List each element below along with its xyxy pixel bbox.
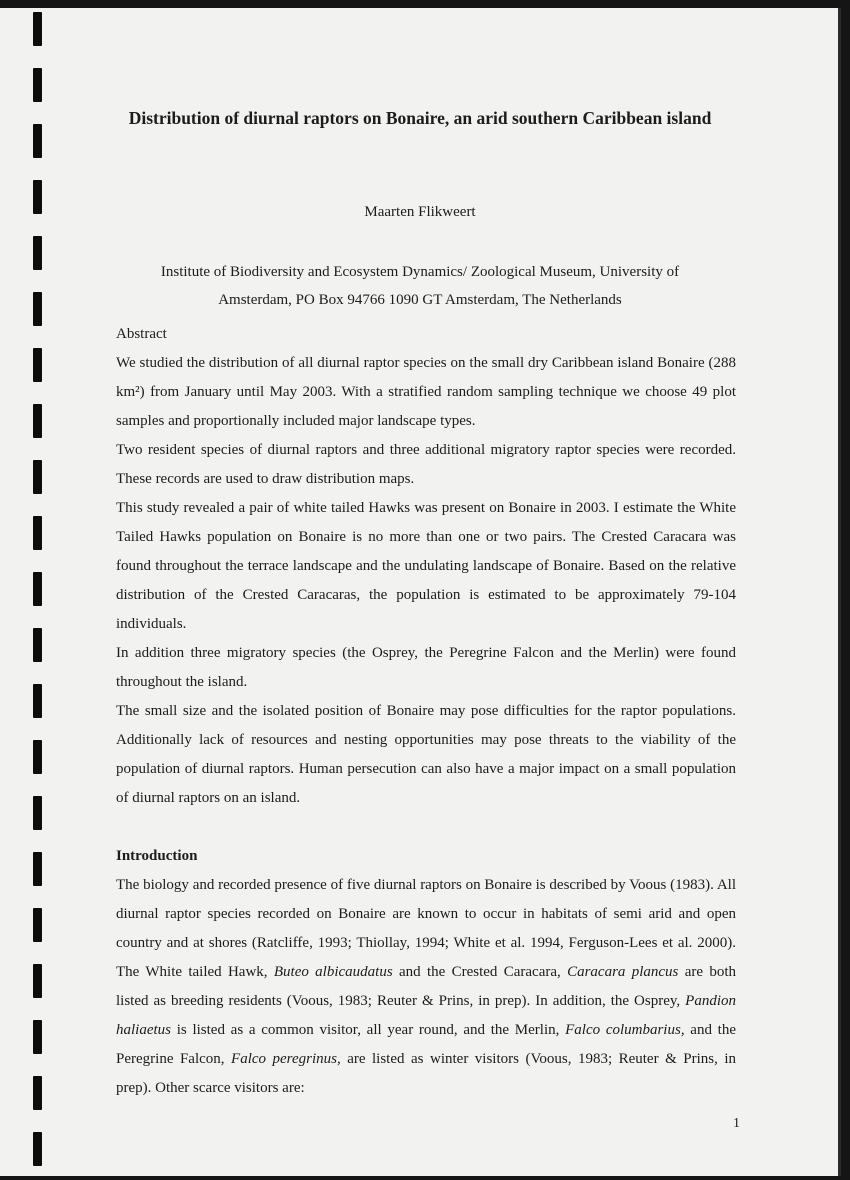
binding-hole xyxy=(33,572,42,606)
affiliation-line: Amsterdam, PO Box 94766 1090 GT Amsterdam, The Netherlands xyxy=(218,292,622,308)
binding-hole xyxy=(33,124,42,158)
binding-hole xyxy=(33,236,42,270)
species-name: Falco peregrinus, xyxy=(231,1051,341,1067)
binding-hole xyxy=(33,1020,42,1054)
binding-hole xyxy=(33,740,42,774)
binding-hole xyxy=(33,180,42,214)
binding-hole xyxy=(33,1076,42,1110)
binding-hole xyxy=(33,404,42,438)
introduction-heading: Introduction xyxy=(116,848,198,864)
binding-hole xyxy=(33,12,42,46)
abstract-paragraph: The small size and the isolated position of Bonaire may pose difficulties for the raptor populations. Additionally lack of resources and nesting opportunities may pose threats to the viability of the population of diurnal raptors. Human persecution can also have a major impact on a small population of diurnal raptors on an island. xyxy=(116,703,736,806)
binding-hole xyxy=(33,1132,42,1166)
introduction-paragraph: The biology and recorded presence of five diurnal raptors on Bonaire is described by Voous (1983). All diurnal raptor species recorded on Bonaire are known to occur in habitats of semi arid and open country and at shores (Ratcliffe, 1993; Thiollay, 1994; White et al. 1994, Ferguson-Lees et al. 2000). The White tailed Hawk, Buteo albicaudatus and the Crested Caracara, Caracara plancus are both listed as breeding residents (Voous, 1983; Reuter & Prins, in prep). In addition, the Osprey, Pandion haliaetus is listed as a common visitor, all year round, and the Merlin, Falco columbarius, and the Peregrine Falcon, Falco peregrinus, are listed as winter visitors (Voous, 1983; Reuter & Prins, in prep). Other scarce visitors are: xyxy=(116,877,737,1096)
abstract-heading: Abstract xyxy=(116,326,167,342)
abstract-paragraph: We studied the distribution of all diurnal raptor species on the small dry Caribbean island Bonaire (288 km²) from January until May 2003. With a stratified random sampling technique we choose 49 plot samples and proportionally included major landscape types. xyxy=(116,355,736,429)
affiliation xyxy=(100,258,740,314)
page-number: 1 xyxy=(733,1116,740,1131)
paper-title: Distribution of diurnal raptors on Bonaire, an arid southern Caribbean island xyxy=(128,108,712,128)
abstract-paragraph: This study revealed a pair of white tailed Hawks was present on Bonaire in 2003. I estimate the White Tailed Hawks population on Bonaire is no more than one or two pairs. The Crested Caracara was found throughout the terrace landscape and the undulating landscape of Bonaire. Based on the relative distribution of the Crested Caracaras, the population is estimated to be approximately 79-104 individuals. xyxy=(116,500,736,632)
binding-hole xyxy=(33,348,42,382)
binding-hole xyxy=(33,684,42,718)
binding-hole xyxy=(33,292,42,326)
main-text xyxy=(116,320,736,1103)
abstract-paragraph: Two resident species of diurnal raptors and three additional migratory raptor species were recorded. These records are used to draw distribution maps. xyxy=(116,442,736,487)
document-page xyxy=(0,8,841,1176)
binding-hole xyxy=(33,68,42,102)
abstract-paragraph: In addition three migratory species (the Osprey, the Peregrine Falcon and the Merlin) were found throughout the island. xyxy=(116,645,736,690)
binding-hole xyxy=(33,516,42,550)
spiral-binding xyxy=(33,8,43,1176)
species-name: Pandion haliaetus xyxy=(116,993,736,1038)
species-name: Caracara plancus xyxy=(567,964,679,980)
species-name: Falco columbarius, xyxy=(565,1022,685,1038)
binding-hole xyxy=(33,908,42,942)
binding-hole xyxy=(33,796,42,830)
affiliation-line: Institute of Biodiversity and Ecosystem Dynamics/ Zoological Museum, University of xyxy=(160,264,680,280)
binding-hole xyxy=(33,628,42,662)
author-name: Maarten Flikweert xyxy=(364,204,476,220)
binding-hole xyxy=(33,964,42,998)
species-name: Buteo albicaudatus xyxy=(273,964,393,980)
binding-hole xyxy=(33,852,42,886)
binding-hole xyxy=(33,460,42,494)
